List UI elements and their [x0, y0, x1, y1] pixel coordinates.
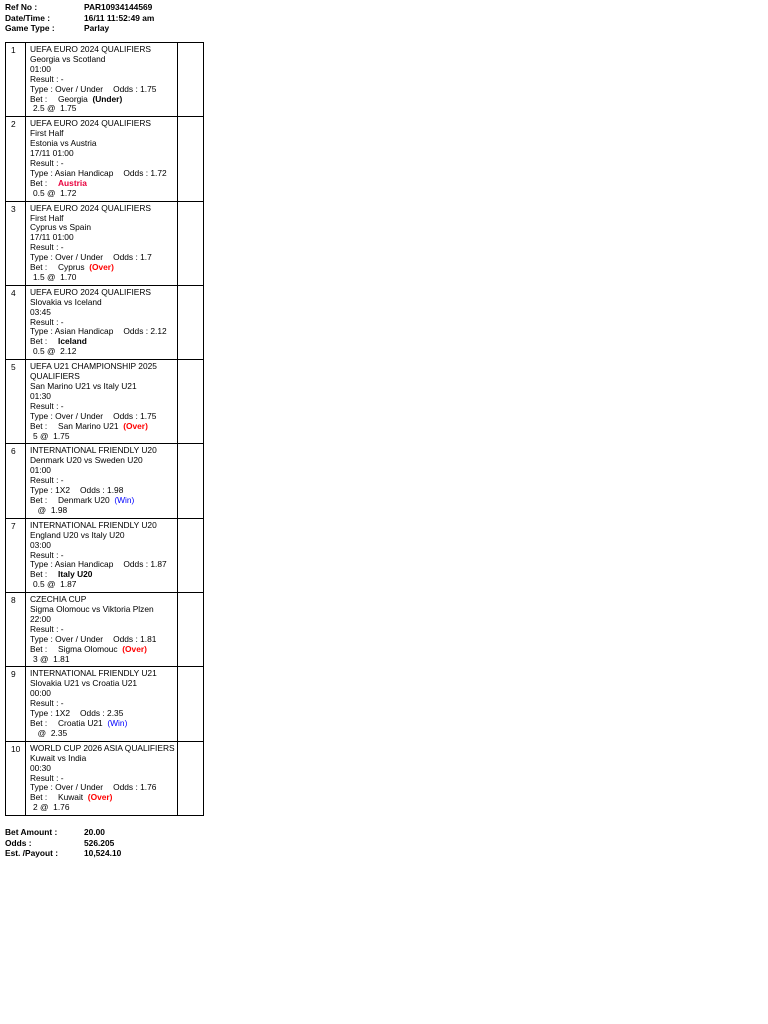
result-line: Result : -	[30, 475, 64, 486]
bet-price: 1.76	[53, 802, 70, 813]
bet-prefix: Bet :	[30, 792, 48, 803]
bet-status-cell	[178, 667, 204, 741]
result-line: Result : -	[30, 772, 64, 783]
league-name: UEFA EURO 2024 QUALIFIERS	[30, 202, 152, 213]
bet-status-cell	[178, 43, 204, 117]
bet-odds: 2.35	[107, 708, 124, 719]
bet-type-prefix: Type :	[30, 485, 56, 496]
bet-type-prefix: Type :	[30, 559, 55, 570]
bet-number: 3	[6, 201, 26, 285]
bet-prefix: Bet :	[30, 336, 48, 347]
bet-details	[26, 593, 178, 667]
handicap-value: 2	[33, 802, 38, 813]
match-time: 17/11 01:00	[30, 232, 74, 243]
handicap-value: 0.5	[33, 579, 45, 590]
match-time: 01:30	[30, 390, 51, 401]
at-sign: @	[37, 504, 47, 515]
match-name: Denmark U20 vs Sweden U20	[30, 455, 143, 466]
bet-number: 4	[6, 285, 26, 359]
match-time: 00:00	[30, 688, 51, 699]
bet-type-prefix: Type :	[30, 708, 56, 719]
datetime-label: Date/Time :	[5, 12, 50, 23]
handicap-value: 3	[33, 653, 38, 664]
bet-type: 1X2	[55, 708, 71, 719]
bet-status-cell	[178, 201, 204, 285]
bet-number: 9	[6, 667, 26, 741]
league-name: CZECHIA CUP	[30, 594, 87, 605]
bet-type: Over / Under	[55, 782, 104, 793]
bet-status-cell	[178, 518, 204, 592]
bet-odds: 1.87	[150, 559, 167, 570]
bet-amount-label: Bet Amount :	[5, 827, 58, 837]
odds-prefix: Odds :	[113, 633, 141, 644]
payout-label: Est. /Payout :	[5, 848, 59, 858]
bet-row	[6, 360, 204, 444]
match-name: Cyprus vs Spain	[30, 222, 91, 233]
payout-value: 10,524.10	[84, 848, 122, 858]
match-time: 01:00	[30, 465, 51, 476]
bet-price: 1.87	[60, 579, 77, 590]
bet-status-cell	[178, 360, 204, 444]
bet-type-line	[30, 327, 175, 337]
match-name: Slovakia U21 vs Croatia U21	[30, 678, 138, 689]
league-name: WORLD CUP 2026 ASIA QUALIFIERS	[30, 742, 175, 753]
bet-number: 5	[6, 360, 26, 444]
bet-selection: (Over)	[122, 643, 147, 654]
bet-prefix: Bet :	[30, 494, 48, 505]
handicap-value: 2.5	[33, 103, 45, 114]
bet-selection: Italy U20	[58, 569, 93, 580]
bet-odds: 1.75	[140, 83, 157, 94]
at-sign: @	[40, 430, 49, 441]
bet-selection: (Win)	[114, 494, 135, 505]
bet-selection: (Over)	[123, 420, 148, 431]
bet-type-line	[30, 169, 175, 179]
handicap-line	[30, 803, 175, 813]
bet-odds: 1.72	[150, 167, 167, 178]
bet-details	[26, 201, 178, 285]
result-line: Result : -	[30, 623, 64, 634]
gametype-value: Parlay	[84, 23, 110, 33]
league-name: UEFA EURO 2024 QUALIFIERS	[30, 44, 152, 54]
result-line: Result : -	[30, 242, 64, 253]
bet-price: 1.98	[50, 504, 68, 515]
bet-selection: (Under)	[92, 93, 123, 104]
match-name: Slovakia vs Iceland	[30, 296, 102, 307]
handicap-line	[30, 729, 175, 739]
bet-team: Georgia	[58, 93, 88, 104]
match-time: 17/11 01:00	[30, 148, 74, 159]
odds-prefix: Odds :	[123, 326, 151, 337]
bet-details	[26, 117, 178, 201]
match-time: 01:00	[30, 63, 51, 74]
bet-row	[6, 741, 204, 815]
league-name: INTERNATIONAL FRIENDLY U21	[30, 668, 157, 679]
bet-selection: Austria	[58, 177, 87, 188]
bet-type: Over / Under	[55, 410, 104, 421]
bet-odds: 1.76	[140, 782, 157, 793]
at-sign: @	[40, 653, 49, 664]
league-name: UEFA EURO 2024 QUALIFIERS	[30, 118, 152, 129]
payout-row	[5, 848, 121, 859]
bet-type-line	[30, 560, 175, 570]
bet-type: Over / Under	[55, 252, 104, 263]
bet-price: 1.70	[60, 271, 77, 282]
bet-status-cell	[178, 741, 204, 815]
odds-prefix: Odds :	[80, 485, 108, 496]
bet-prefix: Bet :	[30, 569, 48, 580]
match-time: 03:45	[30, 306, 51, 317]
bet-amount-value: 20.00	[84, 827, 105, 837]
bet-price: 2.12	[60, 346, 77, 357]
bet-type-prefix: Type :	[30, 782, 56, 793]
datetime-value: 16/11 11:52:49 am	[84, 12, 155, 23]
bet-selection: (Over)	[89, 262, 114, 273]
bet-prefix: Bet :	[30, 643, 48, 654]
datetime-row	[5, 13, 154, 24]
bet-type: Asian Handicap	[54, 167, 114, 178]
handicap-line	[30, 273, 175, 283]
result-line: Result : -	[30, 549, 64, 560]
bet-details	[26, 285, 178, 359]
odds-prefix: Odds :	[123, 167, 151, 178]
bet-team: Croatia U21	[58, 718, 103, 728]
match-time: 00:30	[30, 762, 51, 773]
handicap-line	[30, 580, 175, 590]
bet-prefix: Bet :	[30, 420, 48, 431]
bet-details	[26, 741, 178, 815]
ref-row	[5, 2, 154, 13]
handicap-value: 5	[33, 430, 38, 441]
bet-row	[6, 43, 204, 117]
bet-ticket-body	[6, 43, 204, 816]
bet-price: 1.75	[60, 103, 77, 114]
handicap-value: 0.5	[33, 187, 45, 198]
bet-amount-row	[5, 827, 121, 838]
ref-value: PAR10934144569	[84, 2, 153, 12]
bet-details	[26, 43, 178, 117]
bet-number: 7	[6, 518, 26, 592]
league-name: INTERNATIONAL FRIENDLY U20	[30, 519, 157, 530]
bet-row	[6, 518, 204, 592]
handicap-line	[30, 347, 175, 357]
bet-row	[6, 444, 204, 518]
result-line: Result : -	[30, 73, 64, 84]
total-odds-row	[5, 838, 121, 849]
match-name: San Marino U21 vs Italy U21	[30, 381, 137, 391]
period-label: First Half	[30, 128, 64, 139]
bet-row	[6, 593, 204, 667]
at-sign: @	[46, 271, 56, 282]
handicap-line	[30, 506, 175, 516]
bet-details	[26, 444, 178, 518]
bet-ticket-table	[5, 42, 204, 816]
match-name: England U20 vs Italy U20	[30, 529, 125, 540]
bet-row	[6, 201, 204, 285]
result-line: Result : -	[30, 400, 64, 411]
at-sign: @	[46, 346, 56, 357]
bet-prefix: Bet :	[30, 718, 48, 728]
bet-type: 1X2	[55, 485, 71, 496]
ticket-summary	[5, 827, 121, 859]
bet-status-cell	[178, 285, 204, 359]
at-sign: @	[40, 802, 49, 813]
result-line: Result : -	[30, 698, 64, 709]
league-name: UEFA U21 CHAMPIONSHIP 2025 QUALIFIERS	[30, 361, 157, 382]
handicap-line	[30, 104, 175, 114]
bet-type-prefix: Type :	[30, 83, 56, 94]
bet-type-prefix: Type :	[30, 410, 56, 421]
bet-team: Denmark U20	[58, 494, 110, 505]
bet-odds: 1.7	[140, 252, 152, 263]
bet-price: 1.72	[60, 187, 77, 198]
bet-type: Over / Under	[55, 83, 104, 94]
bet-price: 2.35	[50, 727, 68, 738]
bet-selection: (Over)	[87, 792, 113, 803]
odds-prefix: Odds :	[113, 83, 141, 94]
period-label: First Half	[30, 212, 64, 223]
odds-prefix: Odds :	[113, 782, 141, 793]
bet-type: Over / Under	[55, 633, 104, 644]
odds-prefix: Odds :	[113, 252, 141, 263]
league-name: UEFA EURO 2024 QUALIFIERS	[30, 286, 152, 297]
bet-odds: 1.98	[107, 485, 124, 496]
result-line: Result : -	[30, 316, 64, 327]
bet-type: Asian Handicap	[54, 326, 114, 337]
bet-type: Asian Handicap	[54, 559, 114, 570]
bet-row	[6, 285, 204, 359]
ticket-header	[5, 2, 154, 34]
total-odds-value: 526.205	[84, 837, 115, 848]
match-name: Kuwait vs India	[30, 752, 87, 763]
bet-details	[26, 518, 178, 592]
match-name: Sigma Olomouc vs Viktoria Plzen	[30, 604, 154, 615]
bet-number: 1	[6, 43, 26, 117]
bet-details	[26, 360, 178, 444]
bet-selection: (Win)	[107, 718, 128, 728]
at-sign: @	[37, 727, 47, 738]
bet-number: 10	[6, 741, 26, 815]
bet-odds: 1.75	[140, 410, 157, 421]
bet-number: 6	[6, 444, 26, 518]
league-name: INTERNATIONAL FRIENDLY U20	[30, 445, 157, 456]
handicap-line	[30, 189, 175, 199]
handicap-line	[30, 432, 175, 442]
bet-team: San Marino U21	[58, 420, 119, 431]
ref-label: Ref No :	[5, 2, 38, 12]
bet-price: 1.81	[53, 653, 70, 664]
bet-type-prefix: Type :	[30, 167, 55, 178]
odds-prefix: Odds :	[123, 559, 151, 570]
odds-prefix: Odds :	[80, 708, 108, 719]
bet-row	[6, 667, 204, 741]
bet-odds: 1.81	[140, 633, 157, 644]
match-time: 22:00	[30, 613, 51, 624]
odds-prefix: Odds :	[113, 410, 141, 421]
match-name: Estonia vs Austria	[30, 138, 97, 149]
match-time: 03:00	[30, 539, 51, 550]
handicap-value: 0.5	[33, 346, 45, 357]
match-name: Georgia vs Scotland	[30, 53, 106, 64]
bet-type-prefix: Type :	[30, 252, 56, 263]
bet-type-prefix: Type :	[30, 633, 56, 644]
bet-row	[6, 117, 204, 201]
bet-team: Sigma Olomouc	[58, 643, 118, 654]
at-sign: @	[46, 103, 56, 114]
bet-selection: Iceland	[58, 336, 87, 347]
at-sign: @	[46, 187, 56, 198]
bet-odds: 2.12	[150, 326, 167, 337]
at-sign: @	[46, 579, 56, 590]
total-odds-label: Odds :	[5, 837, 32, 848]
bet-details	[26, 667, 178, 741]
gametype-label: Game Type :	[5, 23, 55, 33]
bet-number: 2	[6, 117, 26, 201]
bet-team: Kuwait	[58, 792, 84, 803]
bet-price: 1.75	[53, 430, 70, 441]
bet-prefix: Bet :	[30, 177, 48, 188]
bet-number: 8	[6, 593, 26, 667]
result-line: Result : -	[30, 157, 64, 168]
bet-prefix: Bet :	[30, 93, 48, 104]
gametype-row	[5, 23, 154, 34]
handicap-line	[30, 655, 175, 665]
bet-status-cell	[178, 444, 204, 518]
handicap-value: 1.5	[33, 271, 45, 282]
bet-team: Cyprus	[58, 262, 85, 273]
bet-status-cell	[178, 593, 204, 667]
bet-prefix: Bet :	[30, 262, 48, 273]
bet-status-cell	[178, 117, 204, 201]
bet-type-prefix: Type :	[30, 326, 55, 337]
